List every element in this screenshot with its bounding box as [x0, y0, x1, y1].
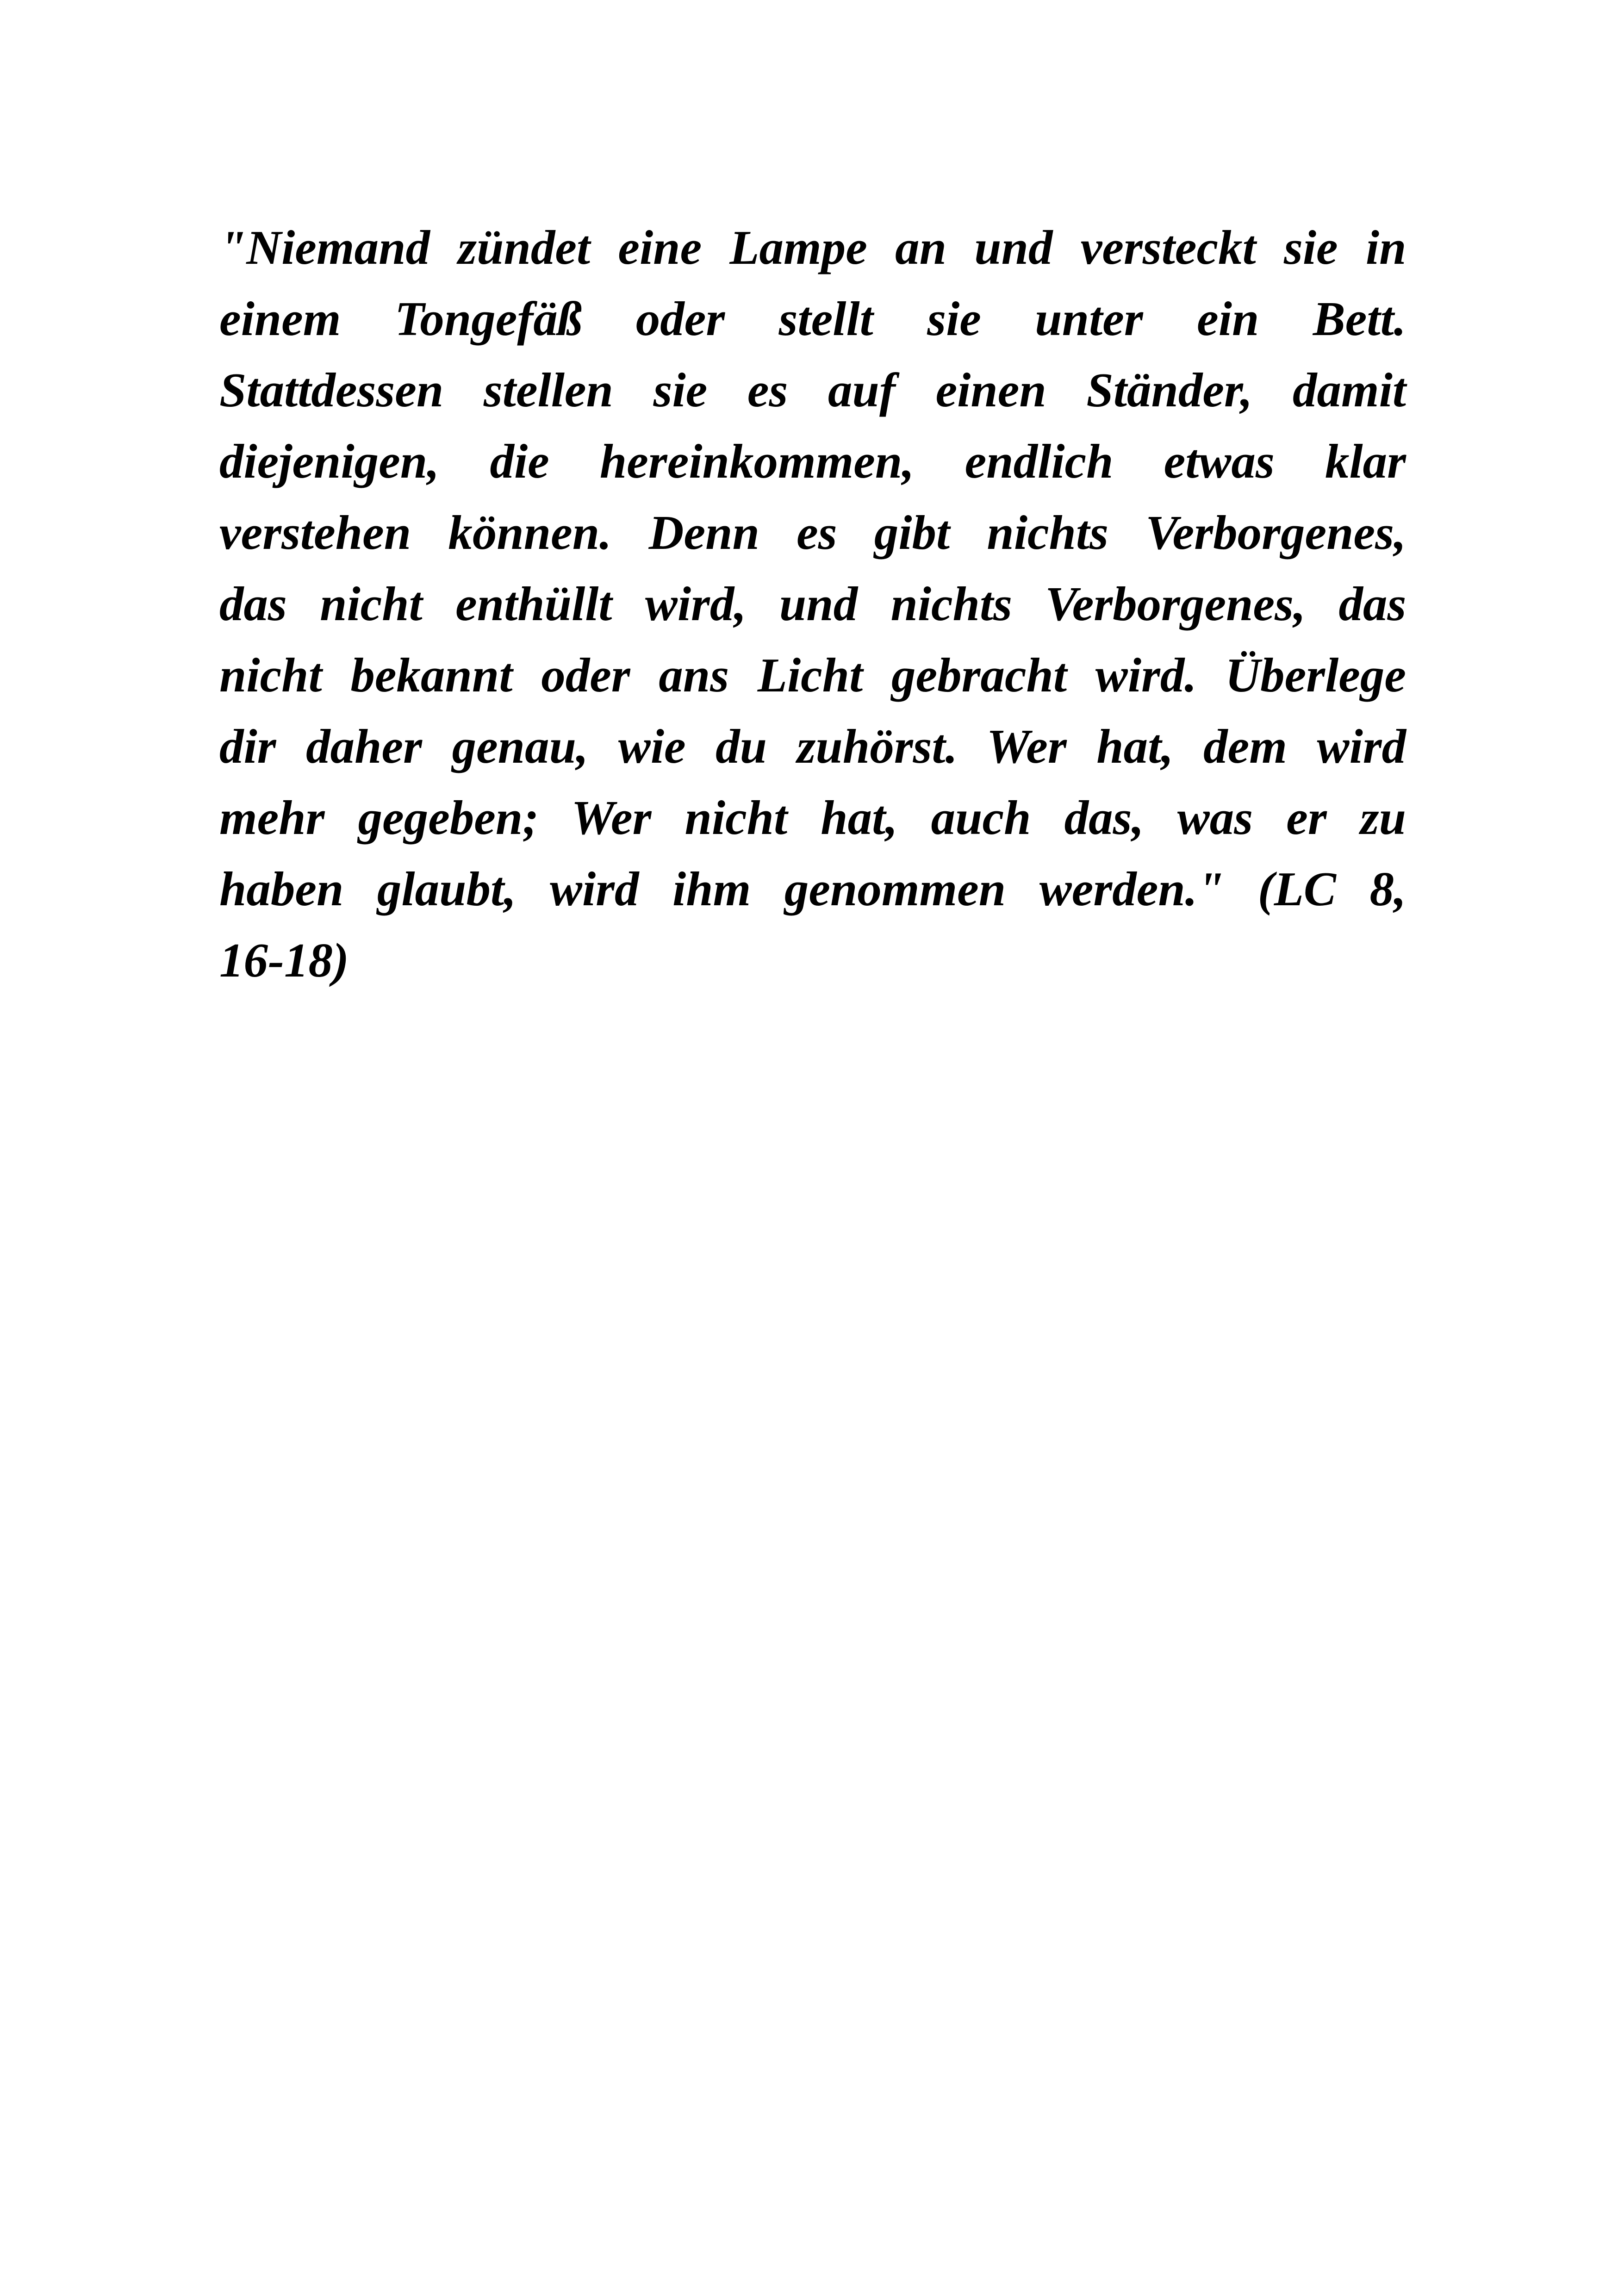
quote-line-citation: 16-18): [219, 933, 349, 987]
bible-quote: [219, 212, 1406, 996]
quote-line: das nicht enthüllt wird, und nichts Verborgenes, das: [219, 577, 1406, 631]
quote-line: verstehen können. Denn es gibt nichts Verborgenes,: [219, 505, 1406, 560]
quote-line: diejenigen, die hereinkommen, endlich etwas klar: [219, 434, 1406, 488]
quote-line: "Niemand zündet eine Lampe an und versteckt sie in: [219, 220, 1406, 274]
quote-line: nicht bekannt oder ans Licht gebracht wird. Überlege: [219, 648, 1406, 702]
quote-line: mehr gegeben; Wer nicht hat, auch das, was er zu: [219, 790, 1406, 845]
quote-line: einem Tongefäß oder stellt sie unter ein Bett.: [219, 292, 1406, 346]
quote-line: haben glaubt, wird ihm genommen werden." (LC 8,: [219, 862, 1406, 916]
quote-line: dir daher genau, wie du zuhörst. Wer hat, dem wird: [219, 719, 1406, 773]
quote-line: Stattdessen stellen sie es auf einen Ständer, damit: [219, 363, 1406, 417]
